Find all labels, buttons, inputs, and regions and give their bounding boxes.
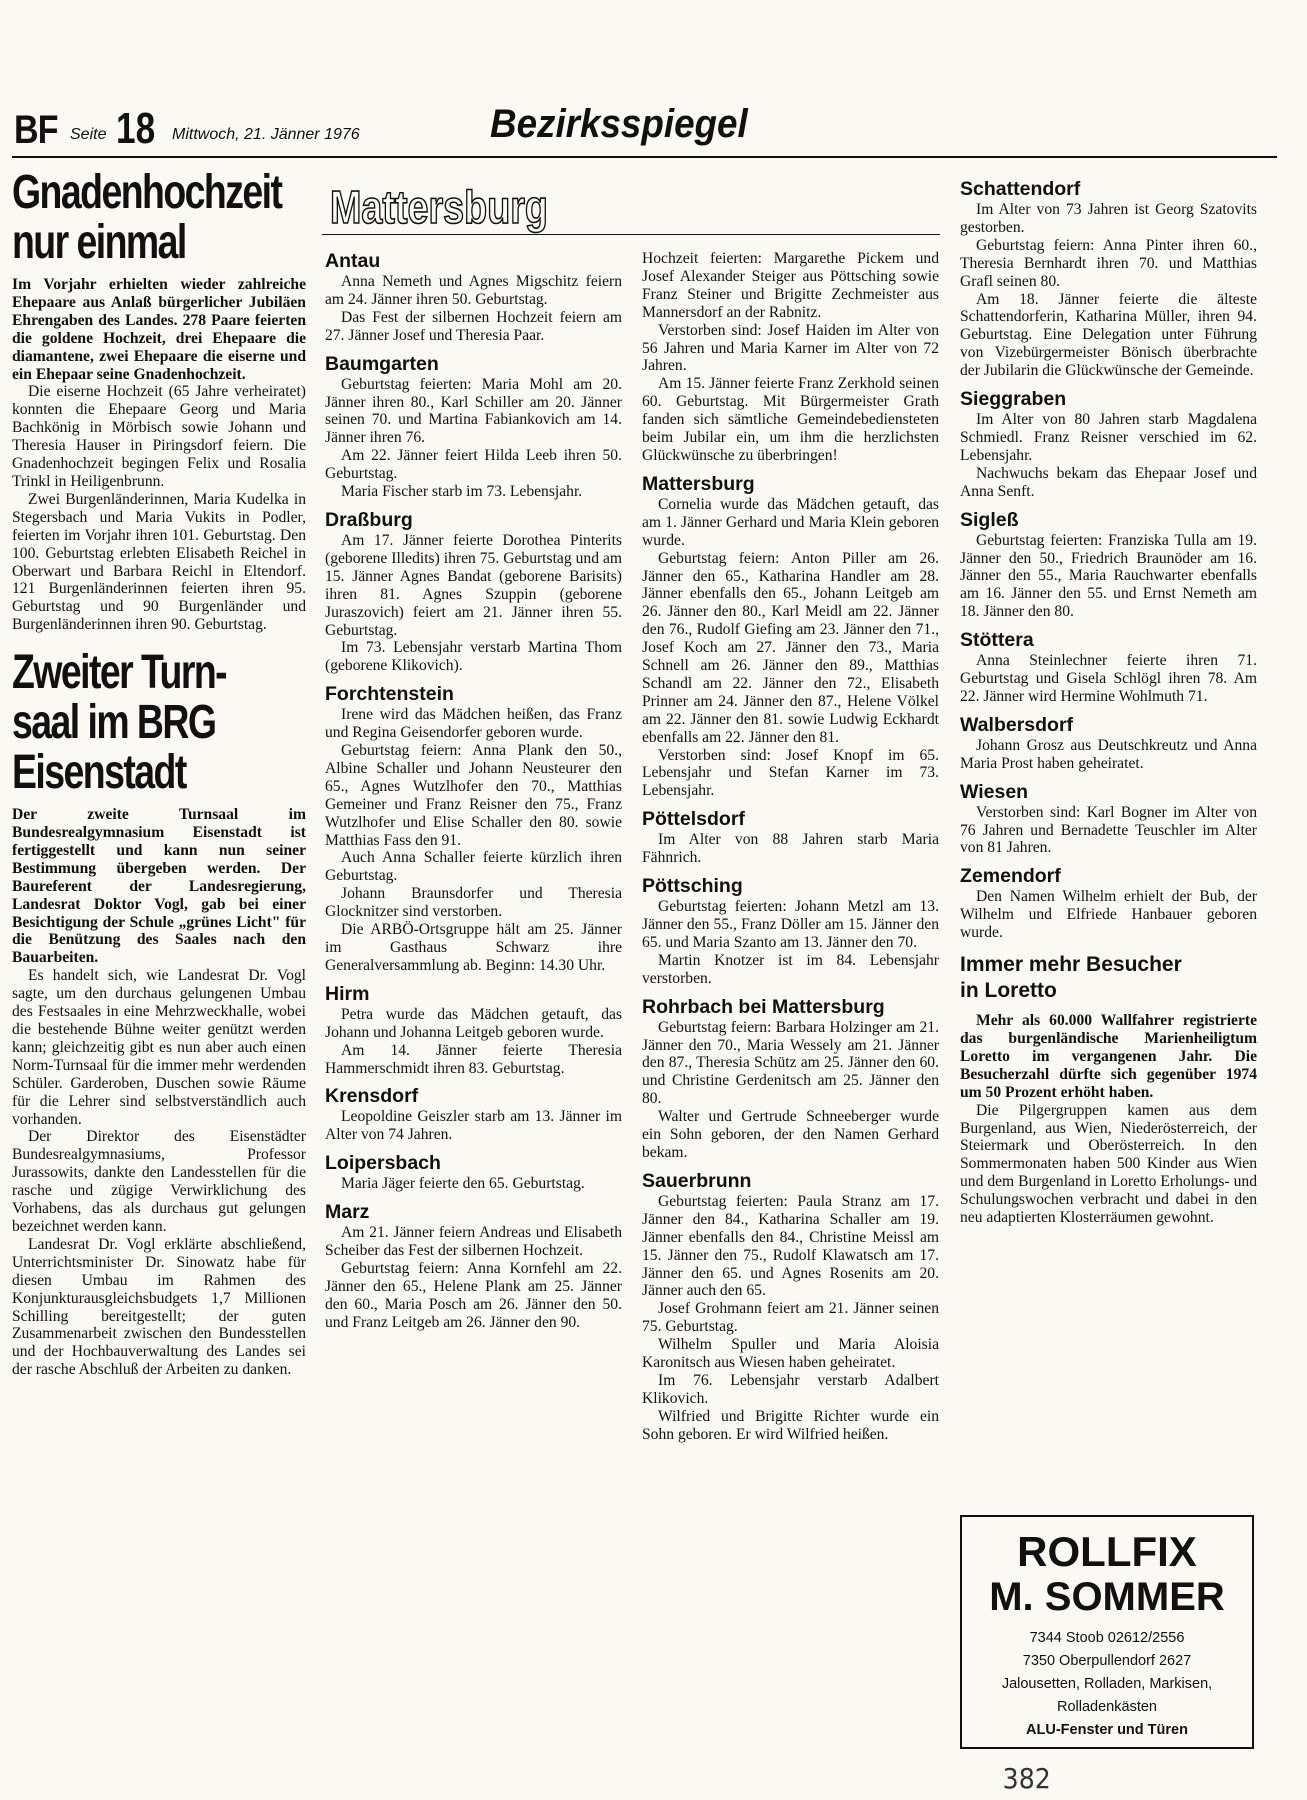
article-lead: Mehr als 60.000 Wallfahrer registrierte das burgenländische Marienheiligtum Loretto im vergangenen Jahr. Die Besucherzahl dürfte sich gegenüber 1974 um 50 Prozent erhöht haben. xyxy=(960,1012,1257,1101)
place-heading: Pöttelsdorf xyxy=(642,808,745,831)
news-paragraph: Anna Steinlechner feierte ihren 71. Geburtstag und Gisela Schlögl ihren 78. Am 22. Jänner wird Hermine Wohlmuth 71. xyxy=(960,652,1257,705)
mattersburg-banner: Mattersburg xyxy=(330,181,548,233)
place-heading: Hirm xyxy=(325,982,370,1005)
news-paragraph: Im Alter von 73 Jahren ist Georg Szatovits gestorben. xyxy=(960,201,1257,236)
headline-line: in Loretto xyxy=(960,979,1057,1003)
place-heading: Walbersdorf xyxy=(960,713,1074,736)
news-paragraph: Geburtstag feiern: Anna Kornfehl am 22. Jänner den 65., Helene Plank am 25. Jänner den 60., Maria Posch am 26. Jänner den 50. und Franz Leitgeb am 26. Jänner den 90. xyxy=(325,1259,622,1331)
article-paragraph: Landesrat Dr. Vogl erklärte abschließend, Unterrichtsminister Dr. Sinowatz habe für diesen Umbau im Rahmen des Konjunkturausgleichsbudgets 1,7 Millionen Schilling bereitgestellt; der guten Zusammenarbeit zwischen den Bundesstellen und der Hochbauverwaltung des Landes sei der rasche Abschluß der Arbeiten zu danken. xyxy=(12,1235,306,1379)
news-paragraph: Verstorben sind: Karl Bogner im Alter von 76 Jahren und Bernadette Teuschler im Alter von 81 Jahren. xyxy=(960,803,1257,857)
news-paragraph: Am 14. Jänner feierte Theresia Hammerschmidt ihren 83. Geburtstag. xyxy=(325,1041,622,1077)
place-heading: Schattendorf xyxy=(960,178,1081,200)
news-paragraph: Anna Nemeth und Agnes Migschitz feiern am 24. Jänner ihren 50. Geburtstag. xyxy=(325,273,622,308)
column-2 xyxy=(325,250,622,1332)
section-title: Bezirksspiegel xyxy=(490,102,748,146)
left-column xyxy=(12,168,306,1379)
place-heading: Pöttsching xyxy=(642,875,743,898)
news-paragraph: Walter und Gertrude Schneeberger wurde ein Sohn geboren, der den Namen Gerhard bekam. xyxy=(642,1108,939,1161)
article-paragraph: Die eiserne Hochzeit (65 Jahre verheiratet) konnten die Ehepaare Georg und Maria Bachkönig in Mörbisch sowie Johann und Theresia Hauser in Piringsdorf feiern. Die Gnadenhochzeit begingen Felix und Rosalia Trinkl in Heiligenbrunn. xyxy=(12,383,306,490)
ad-products-2: Rolladenkästen xyxy=(1057,1699,1157,1715)
masthead xyxy=(12,100,1277,158)
place-heading: Stöttera xyxy=(960,629,1034,652)
ad-products: Jalousetten, Rolladen, Markisen, xyxy=(1001,1676,1213,1692)
news-paragraph: Maria Jäger feierte den 65. Geburtstag. xyxy=(341,1175,585,1193)
place-heading: Mattersburg xyxy=(642,472,755,495)
place-heading: Marz xyxy=(325,1201,370,1224)
news-paragraph: Wilfried und Brigitte Richter wurde ein Sohn geboren. Er wird Wilfried heißen. xyxy=(642,1407,939,1443)
ad-phone-oberpullendorf: 7350 Oberpullendorf 2627 xyxy=(1022,1653,1192,1669)
news-paragraph: Nachwuchs bekam das Ehepaar Josef und Anna Senft. xyxy=(960,464,1257,500)
news-paragraph: Verstorben sind: Josef Knopf im 65. Lebensjahr und Stefan Karner im 73. Lebensjahr. xyxy=(642,746,939,800)
ad-brand: ROLLFIX xyxy=(1017,1528,1197,1575)
news-paragraph: Josef Grohmann feiert am 21. Jänner seinen 75. Geburtstag. xyxy=(642,1300,939,1336)
headline-line: Immer mehr Besucher xyxy=(960,953,1182,977)
news-paragraph: Martin Knotzer ist im 84. Lebensjahr verstorben. xyxy=(642,951,939,987)
news-paragraph: Geburtstag feierten: Franziska Tulla am 19. Jänner den 50., Friedrich Braunöder am 16. Jänner den 55., Maria Rauchwarter ebenfalls am 16. Jänner den 55. und Ernst Nemeth am 18. Jänner den 80. xyxy=(960,531,1257,621)
article-paragraph: Zwei Burgenländerinnen, Maria Kudelka in Stegersbach und Maria Vukits in Podler, feierten im Vorjahr ihren 101. Geburtstag. Den 100. Geburtstag erlebten Elisabeth Reichel in Oberwart und Barbara Reichl in Eltendorf. 121 Burgenländerinnen feierten ihren 95. Geburtstag und 90 Burgenländer und Burgenländerinnen ihren 90. Geburtstag. xyxy=(12,490,306,634)
news-paragraph: Geburtstag feiern: Anton Piller am 26. Jänner den 65., Katharina Handler am 28. Jänner ebenfalls den 65., Johann Leitgeb am 26. Jänner den 80., Karl Meidl am 22. Jänner den 76., Rudolf Giefing am 23. Jänner den 71., Josef Koch am 27. Jänner den 73., Maria Schnell am 26. Jänner den 89., Matthias Schandl am 22. Jänner den 72., Elisabeth Prinner am 24. Jänner den 87., Helene Völkel am 22. Jänner den 81. sowie Ludwig Eckhardt ebenfalls am 22. Jänner den 81. xyxy=(642,549,939,746)
banner-rule xyxy=(322,234,940,235)
headline-line: saal im BRG xyxy=(12,696,216,750)
news-paragraph: Geburtstag feiern: Anna Pinter ihren 60., Theresia Bernhardt ihren 70. und Matthias Grafl seinen 80. xyxy=(960,236,1257,290)
place-heading: Rohrbach bei Mattersburg xyxy=(642,995,885,1018)
headline-line: nur einmal xyxy=(12,216,186,269)
place-heading: Loipersbach xyxy=(325,1152,441,1175)
headline-line: Zweiter Turn- xyxy=(12,646,227,700)
article-lead: Im Vorjahr erhielten wieder zahlreiche Ehepaare aus Anlaß bürgerlicher Jubiläen Ehrengaben des Landes. 278 Paare feierten die goldene Hochzeit, drei Ehepaare die diamantene, zwei Ehepaare die eiserne und ein Ehepaar seine Gnadenhochzeit. xyxy=(12,276,306,383)
headline-gnadenhochzeit xyxy=(12,166,282,269)
news-paragraph: Johann Braunsdorfer und Theresia Glocknitzer sind verstorben. xyxy=(325,885,622,921)
news-paragraph: Die ARBÖ-Ortsgruppe hält am 25. Jänner im Gasthaus Schwarz ihre Generalversammlung ab. Beginn: 14.30 Uhr. xyxy=(325,921,622,974)
place-heading: Sauerbrunn xyxy=(642,1169,752,1192)
handwritten-page-note: 382 xyxy=(1002,1762,1051,1795)
ad-windows: ALU-Fenster und Türen xyxy=(1026,1722,1188,1738)
news-paragraph: Das Fest der silbernen Hochzeit feiern am 27. Jänner Josef und Theresia Paar. xyxy=(325,308,622,344)
news-paragraph: Geburtstag feierten: Johann Metzl am 13. Jänner den 55., Franz Döller am 15. Jänner den 65. und Maria Szanto am 13. Jänner den 70. xyxy=(642,898,939,951)
article-paragraph: Der Direktor des Eisenstädter Bundesrealgymnasiums, Professor Jurassowits, dankte den Landesstellen für die rasche und zügige Verwirklichung des Vorhabens, das als durchaus gut gelungen bezeichnet werden kann. xyxy=(12,1128,306,1235)
ad-owner: M. SOMMER xyxy=(989,1575,1225,1619)
headline-turnsaal xyxy=(12,648,241,798)
news-paragraph: Maria Fischer starb im 73. Lebensjahr. xyxy=(341,483,583,501)
seite-label: Seite xyxy=(70,126,107,143)
masthead-logo: BF xyxy=(14,108,58,152)
place-heading: Krensdorf xyxy=(325,1085,419,1108)
news-paragraph: Den Namen Wilhelm erhielt der Bub, der Wilhelm und Elfriede Hanbauer geboren wurde. xyxy=(960,888,1257,942)
column-3 xyxy=(642,250,939,1444)
news-paragraph: Leopoldine Geiszler starb am 13. Jänner im Alter von 74 Jahren. xyxy=(325,1108,622,1144)
news-paragraph: Wilhelm Spuller und Maria Aloisia Karonitsch aus Wiesen haben geheiratet. xyxy=(642,1336,939,1372)
place-heading: Baumgarten xyxy=(325,352,439,375)
news-paragraph: Geburtstag feierten: Maria Mohl am 20. Jänner ihren 80., Karl Schiller am 20. Jänner seinen 70. und Martina Fabiankovich am 14. Jänner ihren 76. xyxy=(325,375,622,447)
news-paragraph: Irene wird das Mädchen heißen, das Franz und Regina Geisendorfer geboren wurde. xyxy=(325,706,622,742)
rollfix-advertisement xyxy=(960,1515,1254,1749)
column-4 xyxy=(960,178,1257,1227)
news-paragraph: Geburtstag feiern: Anna Plank den 50., Albine Schaller und Johann Neusteurer den 65., Agnes Wutzlhofer den 70., Matthias Gemeiner und Franz Reisner den 75., Franz Wutzlhofer und Elise Schaller den 80. sowie Matthias Fass den 91. xyxy=(325,742,622,849)
place-heading: Sigleß xyxy=(960,508,1019,531)
place-heading: Wiesen xyxy=(960,780,1029,803)
issue-date: Mittwoch, 21. Jänner 1976 xyxy=(172,126,360,143)
article-paragraph: Es handelt sich, wie Landesrat Dr. Vogl sagte, um den durchaus gelungenen Umbau des Festsaales in eine Mehrzweckhalle, wobei die bestehende Bühne weiter genützt werden kann; gleichzeitig gibt es nun aber auch einen Norm-Turnsaal für die immer mehr werdenden Schüler. Garderoben, Duschen sowie Räume für die Lehrer sind selbstverständlich auch vorhanden. xyxy=(12,967,306,1128)
news-paragraph: Am 22. Jänner feiert Hilda Leeb ihren 50. Geburtstag. xyxy=(325,447,622,483)
news-paragraph: Im Alter von 88 Jahren starb Maria Fähnrich. xyxy=(642,831,939,867)
news-paragraph: Auch Anna Schaller feierte kürzlich ihren Geburtstag. xyxy=(325,849,622,885)
news-paragraph: Am 15. Jänner feierte Franz Zerkhold seinen 60. Geburtstag. Mit Bürgermeister Grath fanden sich sämtliche Gemeindebediensteten beim Jubilar ein, um ihm die herzlichsten Glückwünsche zu überbringen! xyxy=(642,375,939,464)
place-heading: Sieggraben xyxy=(960,388,1067,411)
news-paragraph: Am 17. Jänner feierte Dorothea Pinterits (geborene Illedits) ihren 75. Geburtstag und am 15. Jänner Agnes Bandat (geborene Barisits) ihren 81. Agnes Szuppin (geborene Juraszovich) feiert am 21. Jänner ihren 55. Geburtstag. xyxy=(325,531,622,639)
news-paragraph: Cornelia wurde das Mädchen getauft, das am 1. Jänner Gerhard und Maria Klein geboren wurde. xyxy=(642,495,939,549)
headline-loretto xyxy=(960,952,1257,1004)
place-heading: Forchtenstein xyxy=(325,683,454,706)
news-paragraph: Johann Grosz aus Deutschkreutz und Anna Maria Prost haben geheiratet. xyxy=(960,736,1257,772)
place-heading: Antau xyxy=(325,250,381,272)
headline-line: Gnadenhochzeit xyxy=(12,166,282,219)
news-paragraph: Petra wurde das Mädchen getauft, das Johann und Johanna Leitgeb geboren wurde. xyxy=(325,1005,622,1041)
news-paragraph: Im 76. Lebensjahr verstarb Adalbert Klikovich. xyxy=(642,1371,939,1407)
page-number: 18 xyxy=(116,104,156,153)
ad-phone-stoob: 7344 Stoob 02612/2556 xyxy=(1029,1630,1185,1646)
place-heading: Draßburg xyxy=(325,508,413,531)
news-paragraph: Hochzeit feierten: Margarethe Pickem und Josef Alexander Steiger aus Pöttsching sowie Franz Steiner und Brigitte Zechmeister aus Mannersdorf an der Rabnitz. xyxy=(642,250,939,321)
news-paragraph: Im Alter von 80 Jahren starb Magdalena Schmiedl. Franz Reisner verschied im 62. Lebensjahr. xyxy=(960,411,1257,464)
news-paragraph: Am 21. Jänner feiern Andreas und Elisabeth Scheiber das Fest der silbernen Hochzeit. xyxy=(325,1224,622,1260)
column-4-items xyxy=(960,178,1257,942)
news-paragraph: Am 18. Jänner feierte die älteste Schattendorferin, Katharina Müller, ihren 94. Geburtstag. Eine Delegation unter Führung von Vizebürgermeister Bönisch überbrachte der Jubilarin die Glückwünsche der Gemeinde. xyxy=(960,290,1257,380)
article-paragraph: Die Pilgergruppen kamen aus dem Burgenland, aus Wien, Niederösterreich, der Steiermark und Oberösterreich. In den Sommermonaten haben 500 Kinder aus Wien und dem Burgenland in Loretto Erholungs- und Schulungswochen verbracht und dabei in den neu adaptierten Klosterräumen gewohnt. xyxy=(960,1101,1257,1227)
news-paragraph: Verstorben sind: Josef Haiden im Alter von 56 Jahren und Maria Karner im Alter von 72 Jahren. xyxy=(642,321,939,375)
headline-line: Eisenstadt xyxy=(12,746,186,800)
news-paragraph: Im 73. Lebensjahr verstarb Martina Thom (geborene Klikovich). xyxy=(325,639,622,675)
place-heading: Zemendorf xyxy=(960,865,1061,888)
article-lead: Der zweite Turnsaal im Bundesrealgymnasium Eisenstadt ist fertiggestellt und kann nun seiner Bestimmung übergeben werden. Der Baureferent der Landesregierung, Landesrat Doktor Vogl, gab bei einer Besichtigung der Schule „grünes Licht" für die Benützung des Saales nach den Bauarbeiten. xyxy=(12,806,306,967)
news-paragraph: Geburtstag feierten: Paula Stranz am 17. Jänner den 84., Katharina Schaller am 19. Jänner ebenfalls den 84., Christine Meissl am 15. Jänner den 75., Rudolf Klawatsch am 17. Jänner den 65. und Agnes Rosenits am 20. Jänner auch den 65. xyxy=(642,1192,939,1300)
news-paragraph: Geburtstag feiern: Barbara Holzinger am 21. Jänner den 70., Maria Wessely am 21. Jänner den 87., Theresia Schütz am 25. Jänner den 60. und Christine Gerdenitsch am 25. Jänner den 80. xyxy=(642,1018,939,1108)
